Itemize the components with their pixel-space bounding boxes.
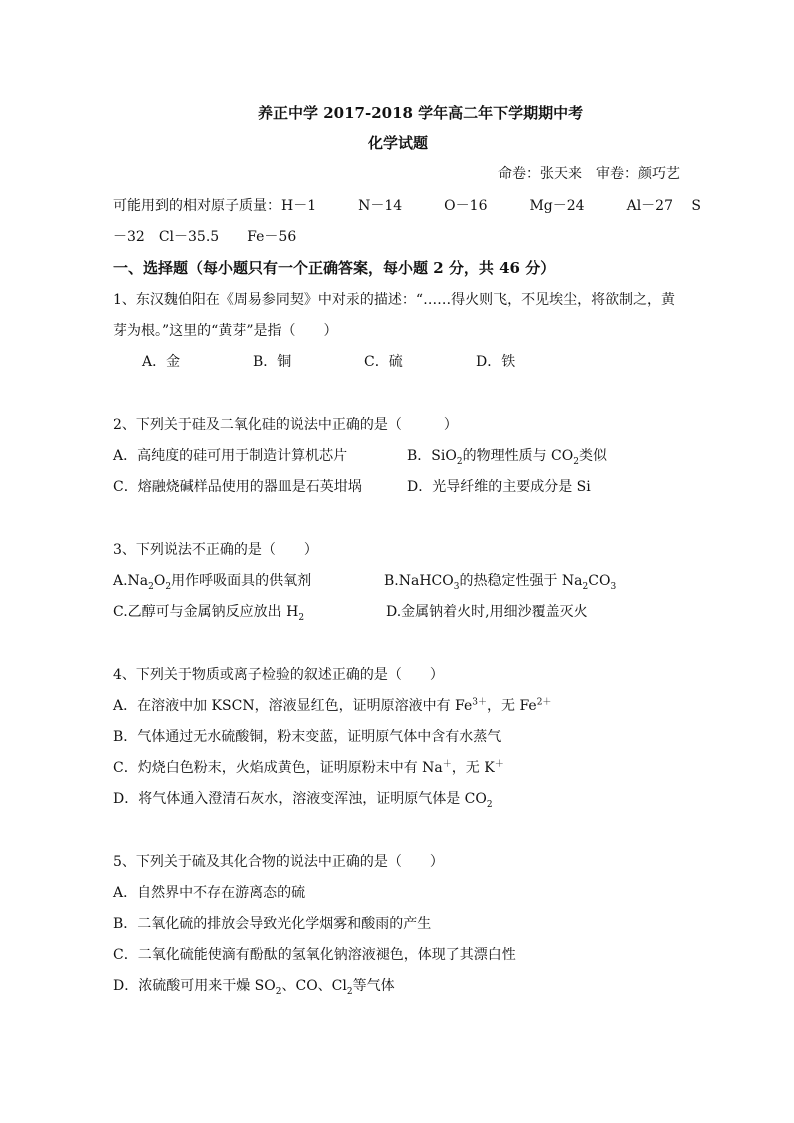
- q3-a-text-2: O: [153, 573, 166, 589]
- question-5-option-a: A．自然界中不存在游离态的硫: [113, 885, 306, 901]
- q4-a-sup-1: 3＋: [472, 697, 487, 708]
- question-1-option-c: C．硫: [364, 354, 403, 370]
- q3-a-sub-1: 2: [148, 581, 154, 592]
- q4-a-text-2: ，无 Fe: [487, 698, 537, 714]
- question-1-option-d: D．铁: [476, 354, 516, 370]
- q3-b-sub-3: 3: [610, 581, 617, 592]
- question-3-option-a: [113, 572, 311, 590]
- q5-d-sub-1: 2: [275, 986, 282, 997]
- q3-a-text-1: A.Na: [113, 573, 149, 589]
- q4-a-text-1: A．在溶液中加 KSCN，溶液显红色，证明原溶液中有 Fe: [113, 698, 473, 714]
- q3-b-sub-2: 2: [582, 581, 589, 592]
- question-3-option-c: [113, 603, 304, 621]
- question-4-option-b: B．气体通过无水硫酸铜，粉末变蓝，证明原气体中含有水蒸气: [113, 729, 502, 745]
- q4-c-sup-1: ＋: [442, 759, 452, 770]
- q2-b-text-3: 类似: [578, 448, 607, 464]
- q5-d-text-2: 、CO、Cl: [281, 978, 347, 994]
- q4-a-sup-2: 2＋: [536, 697, 552, 708]
- question-4-option-a: [113, 697, 551, 715]
- question-3-option-d: D.金属钠着火时,用细沙覆盖灭火: [386, 604, 588, 620]
- atomic-mass-line-2: －32 Cl－35.5 Fe－56: [113, 229, 297, 245]
- question-4-option-d: [113, 790, 493, 808]
- q2-b-sub-2: 2: [573, 456, 579, 467]
- q4-d-text: D．将气体通入澄清石灰水，溶液变浑浊，证明原气体是 CO: [113, 791, 487, 807]
- q3-a-sub-2: 2: [165, 581, 172, 592]
- q3-b-text-3: CO: [588, 573, 611, 589]
- question-5-option-b: B．二氧化硫的排放会导致光化学烟雾和酸雨的产生: [113, 916, 432, 932]
- question-3-stem: 3、下列说法不正确的是（ ）: [113, 542, 318, 558]
- question-1-stem-line-2: 芽为根。”这里的“黄芽”是指（ ）: [113, 323, 338, 339]
- question-2-option-d: D．光导纤维的主要成分是 Si: [407, 479, 591, 495]
- exam-title: 养正中学 2017-2018 学年高二年下学期期中考: [258, 104, 584, 122]
- q3-b-text-1: B.NaHCO: [384, 573, 454, 589]
- q3-c-sub: 2: [298, 612, 305, 623]
- question-1-stem-line-1: 1、东汉魏伯阳在《周易参同契》中对汞的描述：“……得火则飞，不见埃尘，将欲制之，黄: [113, 292, 676, 308]
- question-1-option-b: B．铜: [253, 354, 292, 370]
- question-2-option-a: A．高纯度的硅可用于制造计算机芯片: [113, 448, 348, 464]
- question-2-option-b: [407, 447, 607, 465]
- question-4-option-c: [113, 759, 504, 777]
- q5-d-text-3: 等气体: [352, 978, 395, 994]
- question-5-stem: 5、下列关于硫及其化合物的说法中正确的是（ ）: [113, 854, 444, 870]
- q4-c-sup-2: ＋: [494, 759, 504, 770]
- q3-b-sub-1: 3: [453, 581, 460, 592]
- q3-b-text-2: 的热稳定性强于 Na: [459, 573, 583, 589]
- question-5-option-c: C．二氧化硫能使滴有酚酞的氢氧化钠溶液褪色，体现了其漂白性: [113, 947, 516, 963]
- q3-a-text-3: 用作呼吸面具的供氧剂: [171, 573, 312, 589]
- q4-d-sub: 2: [486, 799, 493, 810]
- question-1-option-a: A．金: [142, 354, 181, 370]
- section-heading: 一、选择题（每小题只有一个正确答案，每小题 2 分，共 46 分）: [113, 259, 556, 277]
- authors-line: 命卷：张天来 审卷：颜巧艺: [498, 166, 680, 182]
- question-5-option-d: [113, 977, 395, 995]
- q4-c-text-2: ，无 K: [451, 760, 495, 776]
- question-3-option-b: [384, 572, 616, 590]
- question-4-stem: 4、下列关于物质或离子检验的叙述正确的是（ ）: [113, 667, 444, 683]
- exam-subtitle: 化学试题: [368, 134, 429, 152]
- question-2-stem: 2、下列关于硅及二氧化硅的说法中正确的是（ ）: [113, 417, 458, 433]
- q5-d-text-1: D．浓硫酸可用来干燥 SO: [113, 978, 276, 994]
- q3-c-text: C.乙醇可与金属钠反应放出 H: [113, 604, 299, 620]
- q2-b-sub-1: 2: [456, 456, 463, 467]
- atomic-mass-line-1: 可能用到的相对原子质量：H－1 N－14 O－16 Mg－24 Al－27 S: [113, 198, 702, 214]
- q4-c-text-1: C．灼烧白色粉末，火焰成黄色，证明原粉末中有 Na: [113, 760, 443, 776]
- q2-b-text-1: B．SiO: [407, 448, 457, 464]
- q2-b-text-2: 的物理性质与 CO: [462, 448, 574, 464]
- question-2-option-c: C．熔融烧碱样品使用的器皿是石英坩埚: [113, 479, 362, 495]
- q5-d-sub-2: 2: [346, 986, 353, 997]
